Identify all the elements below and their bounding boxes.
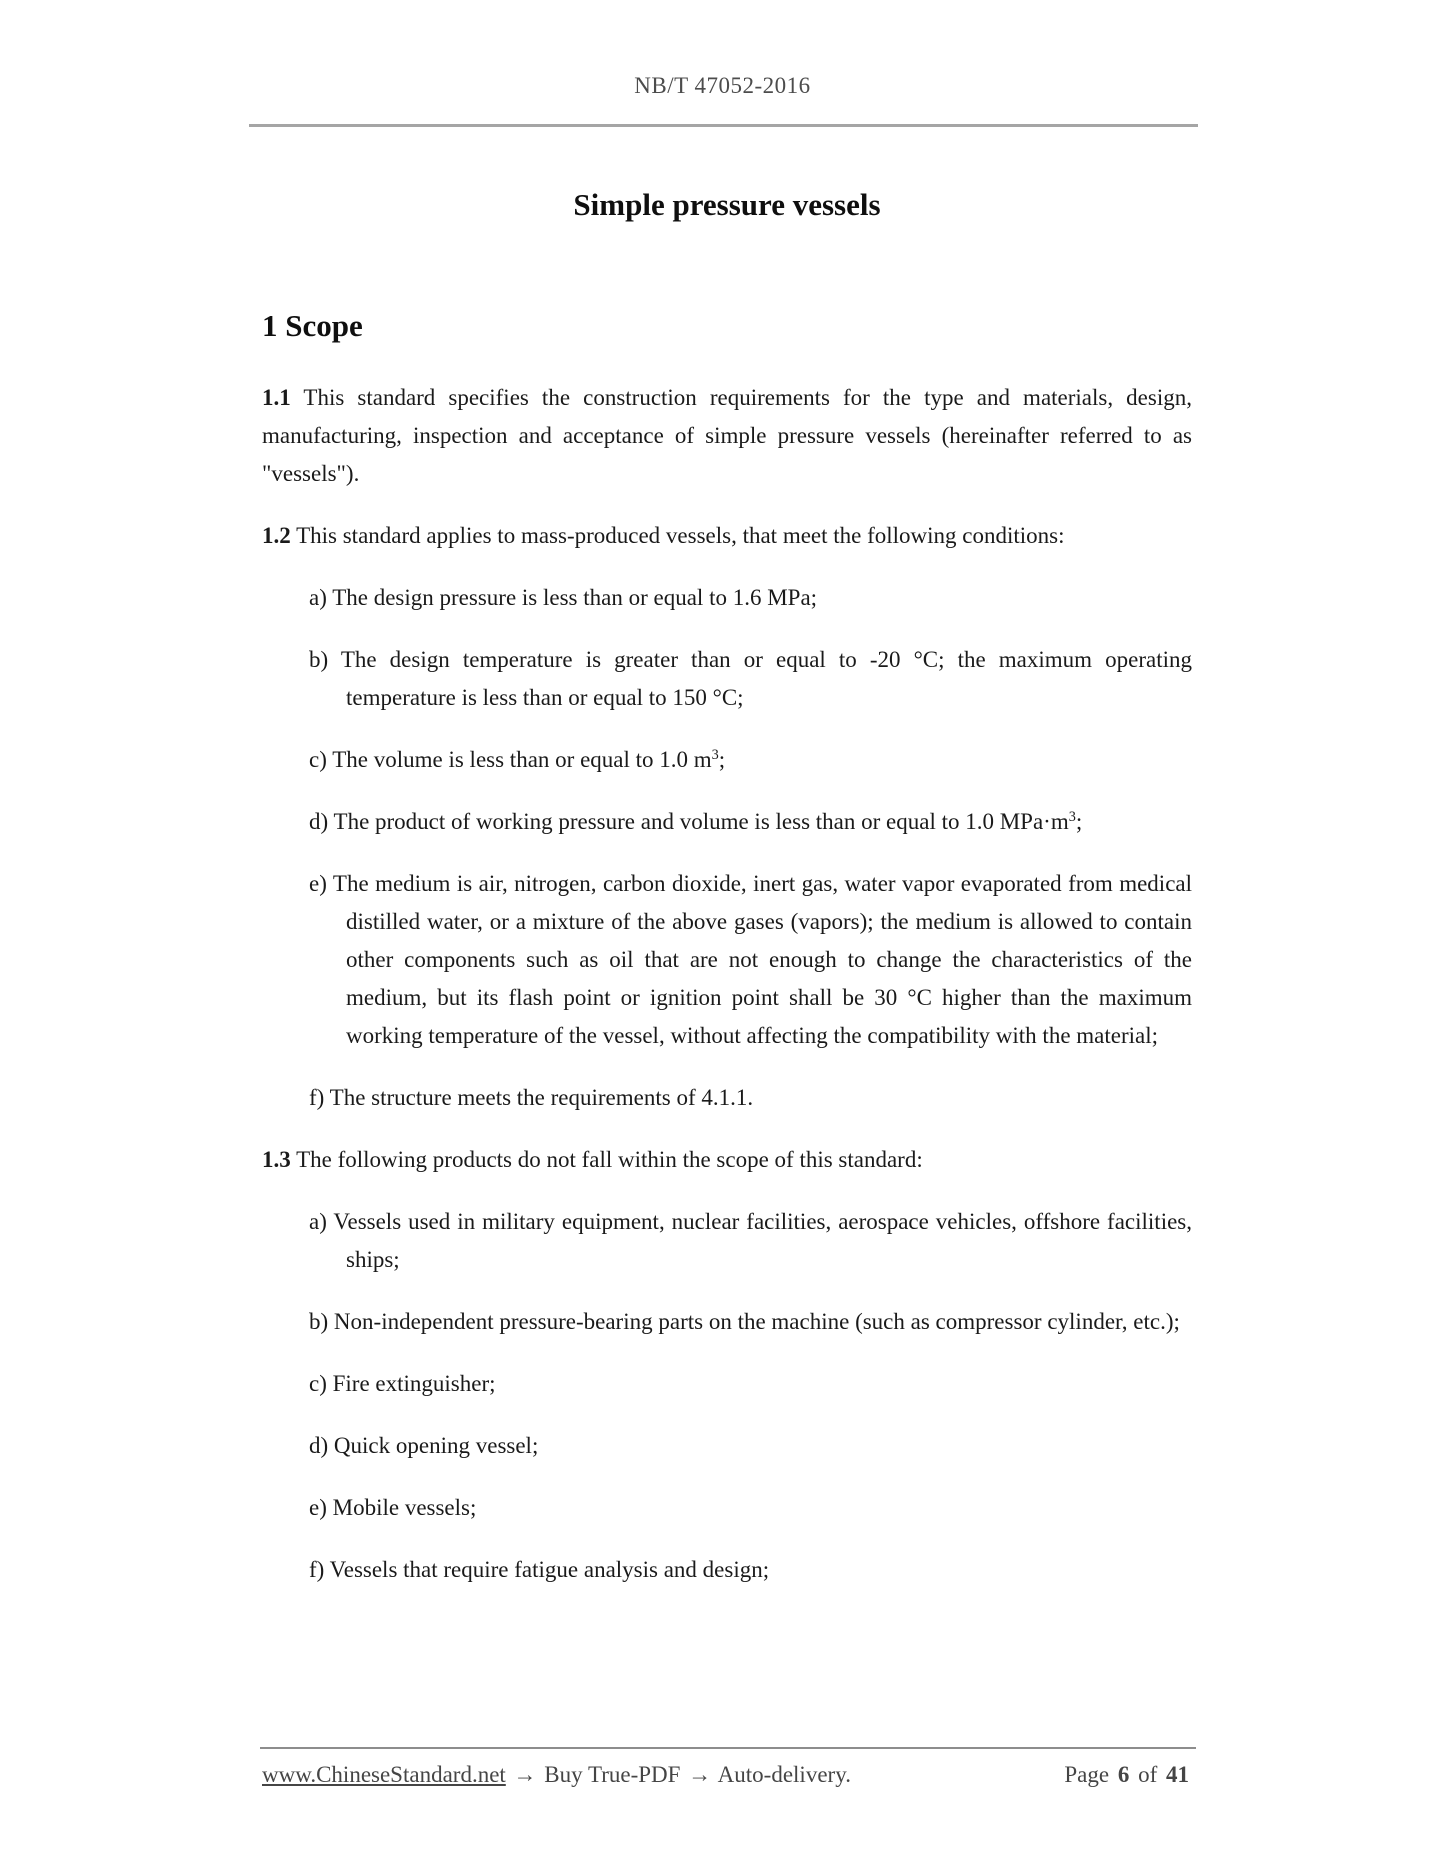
list-item-letter: e) bbox=[309, 1495, 327, 1520]
list-item-letter: f) bbox=[309, 1557, 325, 1582]
list-item: c) The volume is less than or equal to 1.0 $m^3$; bbox=[309, 747, 726, 772]
list-item-letter: b) bbox=[309, 1309, 329, 1334]
clause-number: 1.3 bbox=[262, 1147, 291, 1172]
list-item: e) Mobile vessels; bbox=[309, 1495, 477, 1520]
arrow-right-icon: → bbox=[513, 1762, 537, 1787]
header-doc-number: NB/T 47052-2016 bbox=[634, 73, 811, 98]
list-item-letter: a) bbox=[309, 1209, 327, 1234]
list-item: d) Quick opening vessel; bbox=[309, 1433, 539, 1458]
list-item: f) Vessels that require fatigue analysis and design; bbox=[309, 1557, 770, 1582]
list-item-letter: d) bbox=[309, 1433, 329, 1458]
list-item-letter: a) bbox=[309, 585, 327, 610]
list-item-letter: f) bbox=[309, 1085, 325, 1110]
arrow-right-icon: → bbox=[688, 1762, 712, 1787]
document-body bbox=[262, 379, 1192, 1589]
footer-left bbox=[262, 1759, 851, 1791]
page-footer bbox=[0, 1747, 1445, 1791]
header-rule bbox=[249, 124, 1198, 127]
list-item: b) Non-independent pressure-bearing parts on the machine (such as compressor cylinder, etc.); bbox=[309, 1309, 1180, 1334]
list-item-letter: d) bbox=[309, 809, 329, 834]
page-total: 41 bbox=[1166, 1762, 1189, 1787]
list-item-letter: c) bbox=[309, 747, 327, 772]
section-heading: 1 Scope bbox=[262, 308, 363, 343]
list-item: a) The design pressure is less than or equal to 1.6 MPa; bbox=[309, 585, 818, 610]
list-item-letter: b) bbox=[309, 647, 329, 672]
clause-number: 1.2 bbox=[262, 523, 291, 548]
footer-row bbox=[262, 1759, 1192, 1791]
paragraph: 1.3 The following products do not fall within the scope of this standard: bbox=[262, 1147, 923, 1172]
list-item: d) The product of working pressure and volume is less than or equal to 1.0 $MPa\cdot m^3$; bbox=[309, 809, 1083, 834]
clause-number: 1.1 bbox=[262, 385, 291, 410]
superscript: 3 bbox=[1068, 809, 1076, 826]
page-label: Page bbox=[1064, 1762, 1110, 1787]
footer-rule bbox=[260, 1747, 1196, 1749]
page-current: 6 bbox=[1117, 1762, 1130, 1787]
page-indicator bbox=[1064, 1759, 1192, 1791]
list-item: a) Vessels used in military equipment, nuclear facilities, aerospace vehicles, offshore facilities, ships; bbox=[309, 1209, 1192, 1272]
list-item-letter: e) bbox=[309, 871, 327, 896]
list-item: f) The structure meets the requirements of 4.1.1. bbox=[309, 1085, 754, 1110]
document-title: Simple pressure vessels bbox=[573, 187, 881, 222]
list-item: b) The design temperature is greater than or equal to -20 °C; the maximum operating temperature is less than or equal to 150 °C; bbox=[309, 647, 1192, 710]
footer-action-auto-delivery: Auto-delivery. bbox=[717, 1762, 851, 1787]
footer-action-buy-pdf: Buy True-PDF bbox=[544, 1762, 681, 1787]
chinesestandard-link[interactable]: www.ChineseStandard.net bbox=[262, 1762, 506, 1787]
list-item: c) Fire extinguisher; bbox=[309, 1371, 496, 1396]
paragraph: 1.1 This standard specifies the construction requirements for the type and materials, design, manufacturing, inspection and acceptance of simple pressure vessels (hereinafter referred to as "vessels"). bbox=[262, 385, 1192, 486]
paragraph: 1.2 This standard applies to mass-produced vessels, that meet the following conditions: bbox=[262, 523, 1065, 548]
page-of-label: of bbox=[1138, 1762, 1158, 1787]
list-item-letter: c) bbox=[309, 1371, 327, 1396]
list-item: e) The medium is air, nitrogen, carbon dioxide, inert gas, water vapor evaporated from medical distilled water, or a mixture of the above gases (vapors); the medium is allowed to contain other components such as oil that are not enough to change the characteristics of the medium, but its flash point or ignition point shall be 30 °C higher than the maximum working temperature of the vessel, without affecting the compatibility with the material; bbox=[309, 871, 1192, 1048]
superscript: 3 bbox=[711, 747, 719, 764]
